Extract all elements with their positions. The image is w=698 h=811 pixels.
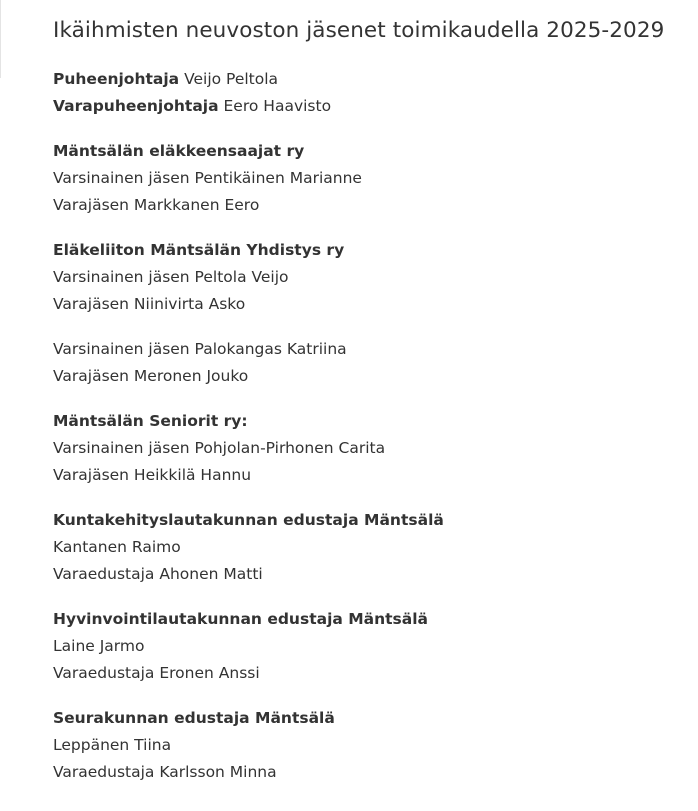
vice-chairperson-line bbox=[53, 93, 683, 120]
member-line: Laine Jarmo bbox=[53, 637, 145, 655]
chairperson-line bbox=[53, 66, 683, 93]
deputy-line: Varaedustaja Karlsson Minna bbox=[53, 763, 277, 781]
member-line: Varsinainen jäsen Pohjolan-Pirhonen Carita bbox=[53, 439, 386, 457]
deputy-line: Varajäsen Markkanen Eero bbox=[53, 196, 260, 214]
page-title: Ikäihmisten neuvoston jäsenet toimikaudella 2025-2029 bbox=[53, 18, 665, 43]
member-line: Kantanen Raimo bbox=[53, 538, 181, 556]
article-content bbox=[53, 17, 683, 804]
chairperson-role: Puheenjohtaja bbox=[53, 70, 180, 88]
section-seniorit bbox=[53, 408, 683, 489]
section-heading: Mäntsälän Seniorit ry: bbox=[53, 412, 248, 430]
section-hyvinvointi bbox=[53, 606, 683, 687]
section-heading: Hyvinvointilautakunnan edustaja Mäntsälä bbox=[53, 610, 429, 628]
deputy-line: Varaedustaja Eronen Anssi bbox=[53, 664, 260, 682]
section-heading: Mäntsälän eläkkeensaajat ry bbox=[53, 142, 305, 160]
member-line: Varsinainen jäsen Pentikäinen Marianne bbox=[53, 169, 362, 187]
leadership-section bbox=[53, 66, 683, 120]
section-heading: Eläkeliiton Mäntsälän Yhdistys ry bbox=[53, 241, 345, 259]
section-kuntakehitys bbox=[53, 507, 683, 588]
member-line: Varsinainen jäsen Peltola Veijo bbox=[53, 268, 289, 286]
deputy-line: Varaedustaja Ahonen Matti bbox=[53, 565, 263, 583]
section-heading: Kuntakehityslautakunnan edustaja Mäntsälä bbox=[53, 511, 444, 529]
section-seurakunta bbox=[53, 705, 683, 786]
member-line: Varsinainen jäsen Palokangas Katriina bbox=[53, 340, 347, 358]
chairperson-name: Veijo Peltola bbox=[184, 70, 279, 88]
section-elakeliitto bbox=[53, 237, 683, 318]
section-heading: Seurakunnan edustaja Mäntsälä bbox=[53, 709, 335, 727]
member-line: Leppänen Tiina bbox=[53, 736, 172, 754]
vice-chairperson-name: Eero Haavisto bbox=[223, 97, 332, 115]
vice-chairperson-role: Varapuheenjohtaja bbox=[53, 97, 219, 115]
left-divider bbox=[0, 0, 1, 78]
deputy-line: Varajäsen Niinivirta Asko bbox=[53, 295, 246, 313]
section-elakeliitto-second bbox=[53, 336, 683, 390]
deputy-line: Varajäsen Meronen Jouko bbox=[53, 367, 249, 385]
section-elakkeensaajat bbox=[53, 138, 683, 219]
deputy-line: Varajäsen Heikkilä Hannu bbox=[53, 466, 252, 484]
